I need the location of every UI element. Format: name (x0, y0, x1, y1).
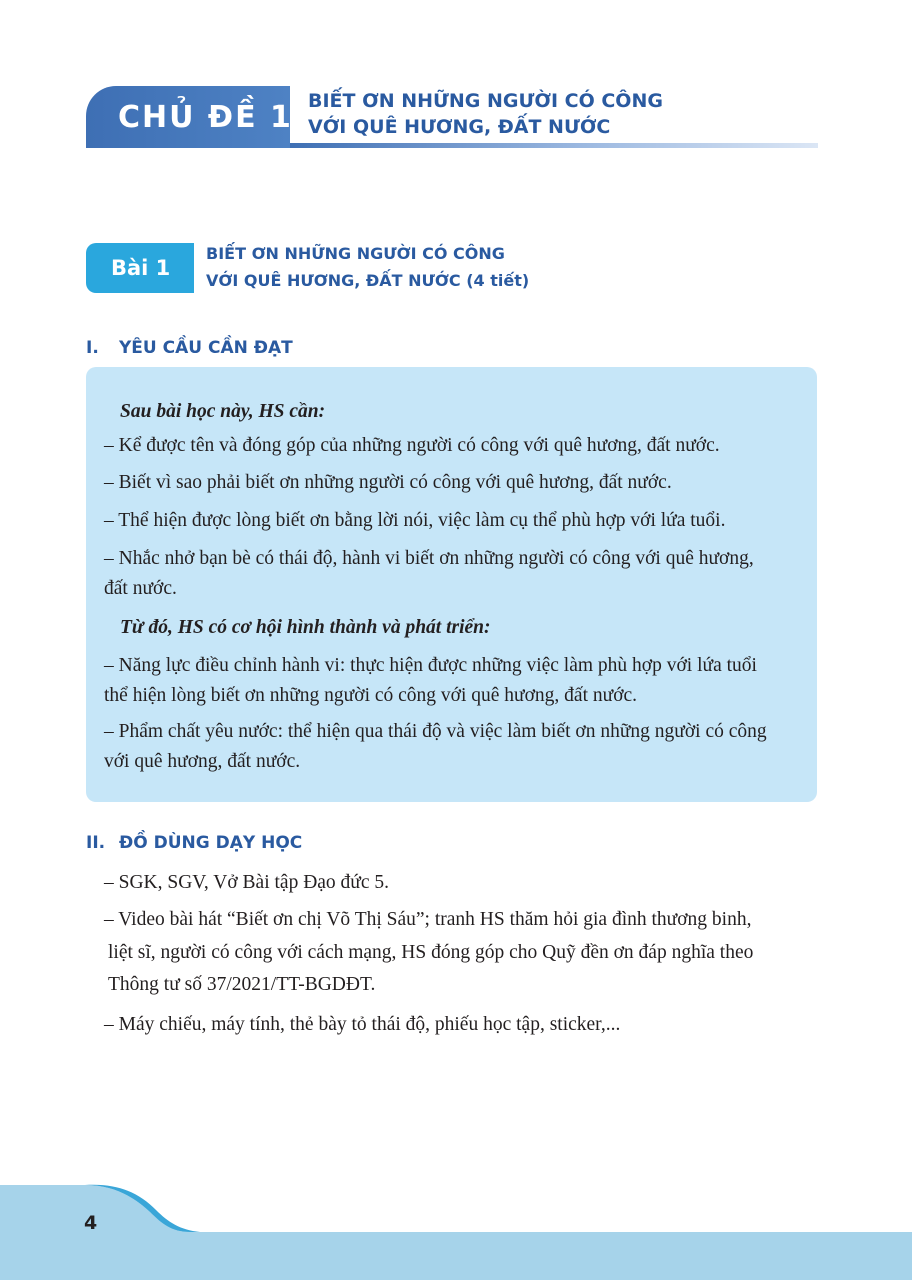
materials-item: – Video bài hát “Biết ơn chị Võ Thị Sáu”; tranh HS thăm hỏi gia đình thương binh, (104, 909, 752, 930)
materials-item: – SGK, SGV, Vở Bài tập Đạo đức 5. (104, 872, 390, 893)
development-intro: Từ đó, HS có cơ hội hình thành và phát triển: (120, 617, 491, 638)
requirement-item: – Biết vì sao phải biết ơn những người có công với quê hương, đất nước. (104, 472, 672, 493)
requirements-intro: Sau bài học này, HS cần: (120, 401, 326, 422)
topic-title (308, 88, 808, 140)
section-2-heading (86, 831, 302, 855)
section-1-title: YÊU CẦU CẦN ĐẠT (119, 338, 293, 358)
lesson-title (206, 240, 766, 294)
requirement-item: – Kể được tên và đóng góp của những người có công với quê hương, đất nước. (104, 435, 720, 456)
lesson-title-line1: BIẾT ƠN NHỮNG NGƯỜI CÓ CÔNG (206, 244, 505, 263)
materials-item: – Máy chiếu, máy tính, thẻ bày tỏ thái độ, phiếu học tập, sticker,... (104, 1014, 621, 1035)
footer-wave (0, 1180, 912, 1280)
development-item: – Năng lực điều chỉnh hành vi: thực hiện được những việc làm phù hợp với lứa tuổi (104, 655, 757, 676)
topic-title-line2: VỚI QUÊ HƯƠNG, ĐẤT NƯỚC (308, 116, 611, 138)
lesson-badge-label: Bài 1 (111, 256, 171, 280)
section-1-heading (86, 336, 293, 360)
materials-item-continued: Thông tư số 37/2021/TT-BGDĐT. (108, 974, 376, 995)
requirement-item: – Nhắc nhở bạn bè có thái độ, hành vi biết ơn những người có công với quê hương, (104, 548, 754, 569)
page-number: 4 (84, 1212, 98, 1234)
lesson-title-line2: VỚI QUÊ HƯƠNG, ĐẤT NƯỚC (4 tiết) (206, 271, 530, 290)
requirement-item: – Thể hiện được lòng biết ơn bằng lời nói, việc làm cụ thể phù hợp với lứa tuổi. (104, 510, 726, 531)
section-2-number: II. (86, 833, 106, 853)
materials-item-continued: liệt sĩ, người có công với cách mạng, HS đóng góp cho Quỹ đền ơn đáp nghĩa theo (108, 942, 754, 963)
topic-badge-label: CHỦ ĐỀ 1 (118, 100, 293, 135)
topic-title-line1: BIẾT ƠN NHỮNG NGƯỜI CÓ CÔNG (308, 90, 663, 112)
topic-underline (290, 143, 818, 148)
section-2-title: ĐỒ DÙNG DẠY HỌC (119, 833, 303, 853)
development-item-continued: thể hiện lòng biết ơn những người có công với quê hương, đất nước. (104, 685, 638, 706)
section-1-number: I. (86, 338, 99, 358)
development-item: – Phẩm chất yêu nước: thể hiện qua thái độ và việc làm biết ơn những người có công (104, 721, 767, 742)
development-item-continued: với quê hương, đất nước. (104, 751, 301, 772)
requirement-item-continued: đất nước. (104, 578, 177, 599)
